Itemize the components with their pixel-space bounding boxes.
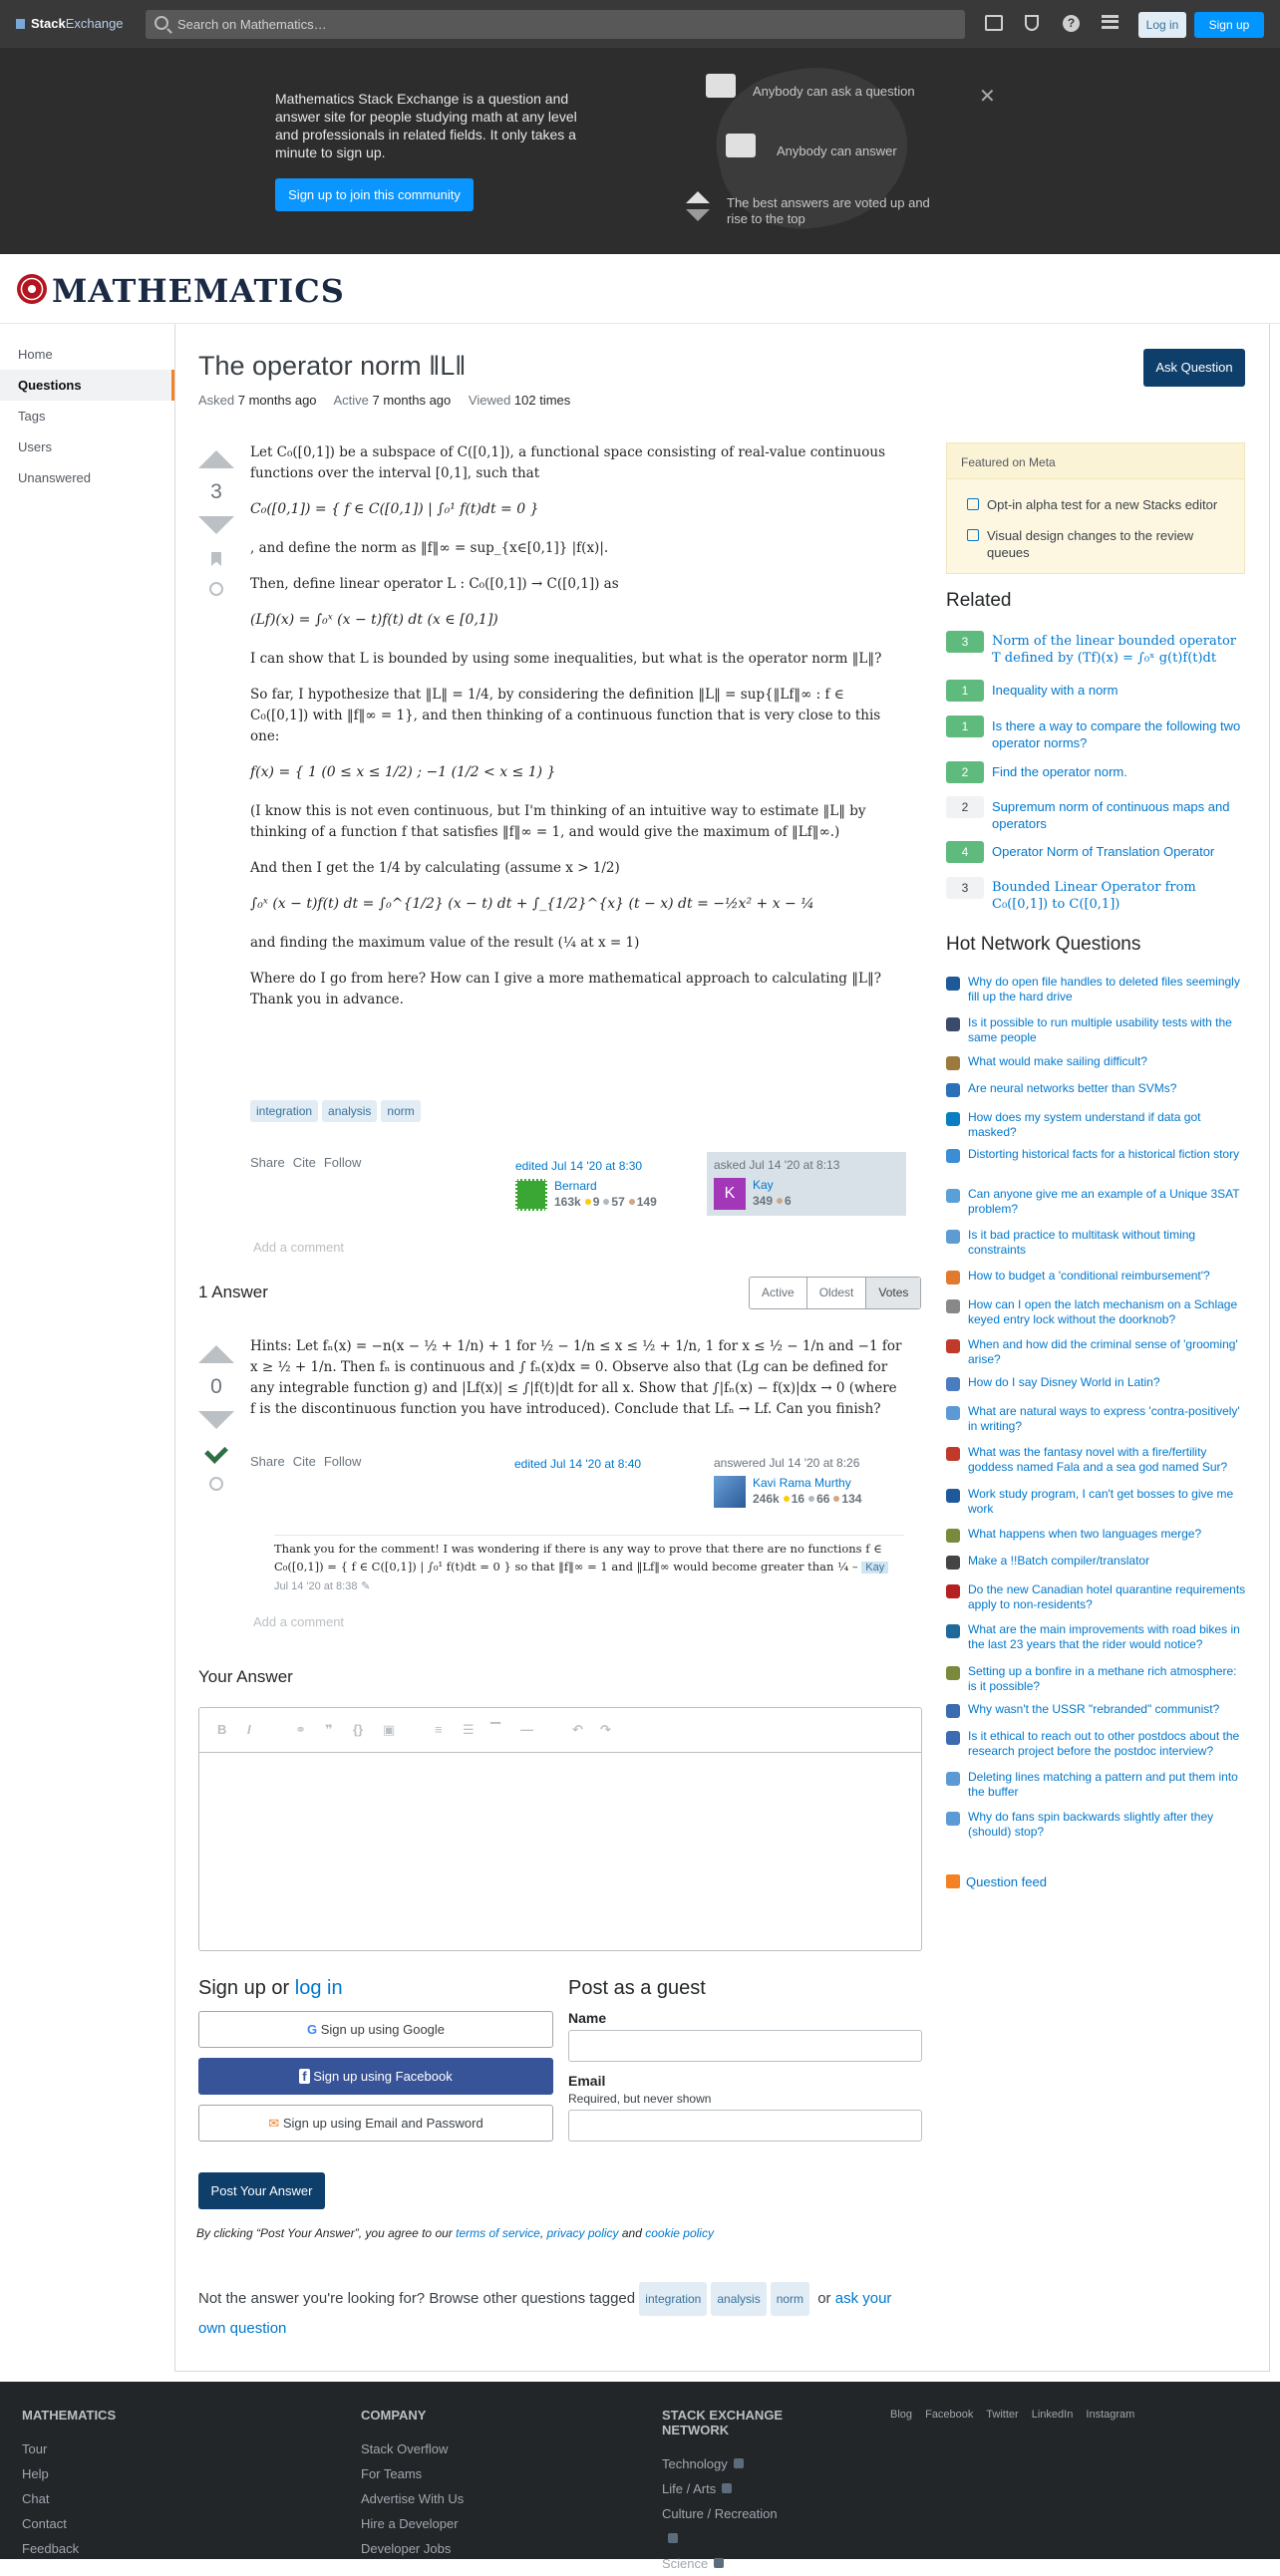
answerer-reputation: 246k 16 66 134 [753,1492,862,1506]
hot-network-question-link[interactable]: Is it ethical to reach out to other postdocs about the research project before the postdoc interview? [968,1729,1240,1758]
horizontal-rule-icon[interactable]: — [520,1722,533,1737]
site-favicon-icon [946,1377,960,1391]
answerer-avatar[interactable] [714,1476,746,1508]
tag-analysis[interactable]: analysis [322,1100,377,1122]
asked-time: 7 months ago [237,393,317,408]
nav-unanswered[interactable]: Unanswered [18,470,91,485]
sort-active[interactable]: Active [750,1278,807,1308]
ask-question-button[interactable]: Ask Question [1143,349,1245,387]
expand-icon [734,2458,744,2468]
signup-email-button[interactable]: ✉ Sign up using Email and Password [198,2105,553,2142]
expand-icon [668,2533,678,2543]
post-answer-button[interactable]: Post Your Answer [198,2172,325,2209]
undo-icon[interactable]: ↶ [572,1722,583,1737]
expand-icon [722,2483,732,2493]
footer-link[interactable]: Science [662,2551,792,2576]
hero-item-answer: Anybody can answer [777,143,897,158]
comment [274,1535,904,1595]
answers-count: 1 Answer [198,1283,268,1301]
ask-bubble-icon [706,74,736,98]
site-favicon-icon [946,1772,960,1786]
footer-link[interactable]: Hire a Developer [361,2516,459,2531]
footer-link[interactable]: Life / Arts [662,2476,792,2501]
email-label: Email [568,2073,606,2089]
history-icon[interactable] [209,582,223,596]
asked-timestamp: asked Jul 14 '20 at 8:13 [714,1158,840,1172]
footer-link[interactable]: Technology [662,2451,792,2476]
answer-edited-link[interactable]: edited Jul 14 '20 at 8:40 [514,1457,642,1471]
answer-editor [198,1707,922,1951]
accepted-check-icon [204,1440,228,1464]
top-bar [0,0,1280,48]
math-display: ∫₀ˣ (x − t)f(t) dt = ∫₀^{1/2} (x − t) dt + ∫_{1/2}^{x} (t − x) dt = −½x² + x − ¼ [250,896,814,912]
expand-icon [714,2558,724,2568]
stackexchange-logo-icon [16,19,25,29]
comment-user[interactable]: Kay [861,1562,888,1574]
site-favicon-icon [946,1584,960,1598]
active-time[interactable]: 7 months ago [372,393,452,408]
footer-link[interactable]: Feedback [22,2541,80,2556]
meta-item[interactable]: Visual design changes to the review queues [967,527,1236,561]
hot-network-question-link[interactable]: Setting up a bonfire in a methane rich atmosphere: is it possible? [968,1664,1237,1693]
answerer-name[interactable]: Kavi Rama Murthy [753,1476,851,1490]
answerer-card [707,1450,906,1514]
hot-network-question-link[interactable]: Is it possible to run multiple usability tests with the same people [968,1015,1232,1044]
inbox-icon[interactable] [985,15,1003,31]
owner-avatar[interactable]: K [714,1178,746,1210]
editor-name[interactable]: Bernard [554,1179,597,1193]
login-button[interactable]: Log in [1138,12,1186,38]
social-twitter[interactable]: Twitter [986,2409,1019,2421]
footer-link[interactable]: Stack Overflow [361,2441,449,2456]
italic-icon[interactable]: I [247,1722,251,1737]
comment-time[interactable]: Jul 14 '20 at 8:38 [274,1580,358,1592]
site-favicon-icon [946,1271,960,1285]
history-icon[interactable] [209,1477,223,1491]
share-link[interactable]: Share [250,1155,285,1170]
answer-vote-cell [196,1345,236,1491]
answer-actions [250,1454,369,1469]
site-favicon-icon [946,1704,960,1718]
ask-own-question-link[interactable]: ask your own question [198,2290,892,2337]
owner-reputation: 349 6 [753,1194,792,1208]
downvote-illustration-icon [686,209,710,221]
site-favicon-icon [946,1083,960,1097]
site-favicon-icon [946,1189,960,1203]
hot-network-question-link[interactable]: How can I open the latch mechanism on a Schlage keyed entry lock without the doorknob? [968,1297,1238,1326]
question-meta: Asked 7 months ago Active 7 months ago Viewed 102 times [198,393,571,408]
footer-link[interactable]: Culture / Recreation [662,2501,792,2551]
link-icon[interactable]: ⚭ [295,1722,306,1737]
tag-norm[interactable]: norm [381,1100,420,1122]
site-switcher-icon[interactable] [1102,15,1119,29]
facebook-icon: f [299,2069,309,2084]
community-hero [0,48,1280,254]
tag-analysis[interactable]: analysis [711,2282,766,2316]
editor-toolbar [199,1708,921,1753]
site-favicon-icon [946,1112,960,1126]
help-icon[interactable]: ? [1063,15,1080,32]
bold-icon[interactable]: B [217,1722,227,1737]
hot-network-heading: Hot Network Questions [946,934,1141,955]
site-favicon-icon [946,1489,960,1503]
mathematics-logo-icon [17,274,47,304]
add-comment-link[interactable]: Add a comment [253,1614,345,1629]
hot-network-question-link[interactable]: Is it bad practice to multitask without timing constraints [968,1228,1196,1257]
hot-network-question-link[interactable]: Are neural networks better than SVMs? [968,1081,1177,1095]
footer-link[interactable]: Chat [22,2491,50,2506]
hero-text: Mathematics Stack Exchange is a question and answer site for people studying math at any level and professionals in related fields. It only takes a minute to sign up. [275,91,577,160]
left-sidebar [0,339,174,493]
editor-reputation: 163k 9 57 149 [554,1195,657,1209]
editor-avatar[interactable] [515,1179,547,1211]
nav-users[interactable]: Users [18,439,52,454]
answer-sort-tabs [749,1277,921,1309]
search-box [146,10,965,39]
follow-link[interactable]: Follow [323,1155,362,1170]
bookmark-icon[interactable] [211,552,221,566]
email-icon: ✉ [268,2116,280,2131]
site-name[interactable]: MATHEMATICS [52,272,345,310]
nav-tags[interactable]: Tags [18,409,46,424]
footer-link[interactable]: Tour [22,2441,48,2456]
close-icon[interactable]: ✕ [979,86,996,108]
footer-social [890,2409,1144,2421]
nav-questions[interactable]: Questions [0,370,174,401]
nav-home[interactable]: Home [18,347,53,362]
bulleted-list-icon[interactable]: ☰ [463,1722,475,1737]
share-link[interactable]: Share [250,1454,285,1469]
your-answer-heading: Your Answer [198,1667,293,1686]
hot-network-question-link[interactable]: What are the main improvements with road bikes in the last 23 years that the rider would notice? [968,1622,1240,1651]
upvote-icon[interactable] [198,1345,234,1363]
cookie-link[interactable]: cookie policy [645,2226,714,2240]
featured-on-meta [946,442,1245,574]
follow-link[interactable]: Follow [323,1454,362,1469]
site-favicon-icon [946,1666,960,1680]
site-favicon-icon [946,1447,960,1461]
hot-network-question-link[interactable]: How does my system understand if data got masked? [968,1110,1201,1139]
question-title[interactable]: The operator norm ‖L‖ [198,351,467,381]
site-favicon-icon [946,1017,960,1031]
editor-card [508,1153,708,1217]
hot-network-question-link[interactable]: Deleting lines matching a pattern and put them into the buffer [968,1770,1238,1799]
hot-network-question-link[interactable]: When and how did the criminal sense of 'grooming' arise? [968,1337,1238,1366]
signup-google-button[interactable]: G Sign up using Google [198,2011,553,2048]
site-favicon-icon [946,1812,960,1826]
question-vote-cell [196,450,236,596]
hot-network-question-link[interactable]: What are natural ways to express 'contra-positively' in writing? [968,1404,1240,1433]
rss-icon [946,1874,960,1888]
footer-link[interactable]: Advertise With Us [361,2491,465,2506]
hot-network-question-link[interactable]: Why wasn't the USSR "rebranded" communist? [968,1702,1220,1716]
tag-integration[interactable]: integration [250,1100,318,1122]
signup-heading: Sign up or log in [198,1977,343,1999]
footer-link[interactable]: Developer Jobs [361,2541,452,2556]
downvote-icon[interactable] [198,1411,234,1429]
edit-pencil-icon: ✎ [361,1580,371,1592]
answer-textarea[interactable] [199,1753,921,1948]
footer-col-network: STACK EXCHANGE NETWORK Technology Life / Arts Culture / Recreation Science [662,2408,792,2576]
name-label: Name [568,2010,607,2026]
site-favicon-icon [946,1149,960,1163]
cite-link[interactable]: Cite [292,1155,316,1170]
upvote-icon[interactable] [198,450,234,468]
hot-network-question-link[interactable]: Can anyone give me an example of a Unique 3SAT problem? [968,1187,1240,1216]
owner-name[interactable]: Kay [753,1178,774,1192]
comment-text: Thank you for the comment! I was wondering if there is any way to prove that there are no functions f ∈ C₀([0,1]) = { f ∈ C([0,1]) | ∫₀¹ f(t)dt = 0 } so that ‖f‖∞ = 1 and ‖Lf‖∞ would become greater than ¼ – [274,1542,882,1574]
answered-timestamp: answered Jul 14 '20 at 8:26 [714,1456,860,1470]
tag-integration[interactable]: integration [639,2282,707,2316]
social-blog[interactable]: Blog [890,2409,913,2421]
math-display: (Lf)(x) = ∫₀ˣ (x − t)f(t) dt (x ∈ [0,1]) [250,612,498,628]
stackexchange-logo[interactable]: StackExchange [16,16,124,31]
question-feed-link[interactable]: Question feed [946,1874,1047,1889]
site-favicon-icon [946,1299,960,1313]
hero-item-vote: The best answers are voted up and rise to the top [727,195,930,226]
question-body: Let C₀([0,1]) be a subspace of C([0,1]), a functional space consisting of real-value continuous functions over the interval [0,1], such that C₀([0,1]) = { f ∈ C([0,1]) | ∫₀¹ f(t)dt = 0 } , and define the norm as ‖f‖∞ = sup_{x∈[0,1]} |f(x)|. Then, define linear operator L : C₀([0,1]) → C([0,1]) as (Lf)(x) = ∫₀ˣ (x − t)f(t) dt (x ∈ [0,1]) I can show that L is bounded by using some inequalities, but what is the operator norm ‖L‖? So far, I hypothesize that ‖L‖ = 1/4, by considering the definition ‖L‖ = sup{‖Lf‖∞ : f ∈ C₀([0,1]) with ‖f‖∞ = 1}, and then thinking of a continuous function that is very close to this one: f(x) = { 1 (0 ≤ x ≤ 1/2) ; −1 (1/2 < x ≤ 1) } (I know this is not even continuous, but I'm thinking of an intuitive way to estimate ‖L‖ by thinking of a function f that satisfies ‖f‖∞ = 1, and would give the maximum of ‖Lf‖∞.) And then I get the 1/4 by calculating (assume x > 1/2) ∫₀ˣ (x − t)f(t) dt = ∫₀^{1/2} (x − t) dt + ∫_{1/2}^{x} (t − x) dt = −½x² + x − ¼ and finding the maximum value of the result (¼ at x = 1) Where do I go from here? How can I give a more mathematical approach to calculating ‖L‖? Thank you in advance. [250,442,904,1025]
hot-network-question-link[interactable]: Make a !!Batch compiler/translator [968,1554,1150,1568]
answer-body: Hints: Let fₙ(x) = −n(x − ½ + 1/n) + 1 for ½ − 1/n ≤ x ≤ ½ + 1/n, 1 for x ≤ ½ − 1/n and −1 for x ≥ ½ + 1/n. Then fₙ is continuous and ∫ fₙ(x)dx = 0. Observe also that (Lg can be defined for any integrable function g) and |Lf(x)| ≤ ∫|f(t)|dt for all x. Show that ∫|fₙ(x) − f(x)|dx → 0 (where f is the discontinuous function you have introduced). Conclude that Lfₙ → Lf. Can you finish? [250,1338,902,1417]
hot-network-question-link[interactable]: How do I say Disney World in Latin? [968,1375,1160,1389]
redo-icon[interactable]: ↷ [600,1722,611,1737]
site-favicon-icon [946,1230,960,1244]
hot-network-question-link[interactable]: Distorting historical facts for a historical fiction story [968,1147,1240,1161]
downvote-icon[interactable] [198,516,234,534]
hot-network-question-link[interactable]: How to budget a 'conditional reimbursement'? [968,1269,1210,1283]
answer-bubble-icon [726,134,756,157]
hot-network-question-link[interactable]: What was the fantasy novel with a fire/fertility goddess named Fala and a sea god named Sur? [968,1445,1228,1474]
view-count: 102 times [513,393,571,408]
signup-button[interactable]: Sign up [1194,12,1264,38]
heading-icon[interactable]: ▔ [490,1722,500,1737]
question-vote-count: 3 [210,480,222,503]
sort-votes[interactable]: Votes [866,1278,920,1308]
footer-link[interactable]: Help [22,2466,49,2481]
email-hint: Required, but never shown [568,2092,712,2106]
math-display: C₀([0,1]) = { f ∈ C([0,1]) | ∫₀¹ f(t)dt = 0 } [250,501,539,517]
hot-network-question-link[interactable]: What would make sailing difficult? [968,1054,1147,1068]
related-heading: Related [946,590,1012,611]
site-favicon-icon [946,1624,960,1638]
answer-vote-count: 0 [210,1375,222,1398]
footer-link[interactable]: Contact [22,2516,67,2531]
privacy-link[interactable]: privacy policy [546,2226,619,2240]
footer-col-company: COMPANY Stack Overflow For Teams Advertise With Us Hire a Developer Developer Jobs [361,2408,464,2561]
search-icon [155,16,168,30]
hot-network-question-link[interactable]: Work study program, I can't get bosses to give me work [968,1487,1234,1516]
sort-oldest[interactable]: Oldest [807,1278,867,1308]
hot-network-question-link[interactable]: Why do fans spin backwards slightly after they (should) stop? [968,1810,1214,1839]
social-instagram[interactable]: Instagram [1086,2409,1135,2421]
hot-network-question-link[interactable]: What happens when two languages merge? [968,1527,1202,1541]
google-icon: G [306,2022,318,2037]
question-tags [250,1100,425,1122]
site-favicon-icon [946,1529,960,1543]
tag-norm[interactable]: norm [771,2282,809,2316]
math-display: f(x) = { 1 (0 ≤ x ≤ 1/2) ; −1 (1/2 < x ≤ 1) } [250,764,556,780]
meta-heading: Featured on Meta [947,443,1244,479]
meta-item[interactable]: Opt-in alpha test for a new Stacks editor [967,496,1236,513]
social-linkedin[interactable]: LinkedIn [1031,2409,1074,2421]
site-favicon-icon [946,1056,960,1070]
agreement-text: By clicking “Post Your Answer”, you agree to our terms of service, privacy policy and cookie policy [196,2226,714,2240]
join-community-button[interactable]: Sign up to join this community [275,178,474,211]
numbered-list-icon[interactable]: ≡ [435,1722,443,1737]
site-favicon-icon [946,1556,960,1570]
social-facebook[interactable]: Facebook [925,2409,974,2421]
add-comment-link[interactable]: Add a comment [253,1240,345,1255]
site-favicon-icon [946,1731,960,1745]
code-icon[interactable]: {} [353,1722,364,1737]
footer-link[interactable]: For Teams [361,2466,423,2481]
terms-link[interactable]: terms of service [456,2226,540,2240]
email-field[interactable] [568,2110,922,2142]
site-favicon-icon [946,1406,960,1420]
cite-link[interactable]: Cite [292,1454,316,1469]
question-actions [250,1155,369,1170]
image-icon[interactable]: ▣ [383,1722,396,1737]
upvote-illustration-icon [686,191,710,203]
site-favicon-icon [946,977,960,991]
signup-facebook-button[interactable]: f Sign up using Facebook [198,2058,553,2095]
hero-item-ask: Anybody can ask a question [753,84,915,99]
site-header [0,254,1280,324]
guest-heading: Post as a guest [568,1977,706,1999]
site-favicon-icon [946,1339,960,1353]
achievements-icon[interactable] [1025,15,1039,31]
not-the-answer: Not the answer you're looking for? Browse other questions tagged integration analysis norm or ask your own question [198,2282,916,2342]
name-field[interactable] [568,2030,922,2062]
hot-network-question-link[interactable]: Do the new Canadian hotel quarantine requirements apply to non-residents? [968,1582,1246,1611]
footer-col-site: MATHEMATICS Tour Help Chat Contact Feedback [22,2408,116,2561]
search-input[interactable] [177,10,955,39]
hot-network-question-link[interactable]: Why do open file handles to deleted files seemingly fill up the hard drive [968,975,1240,1003]
edited-link[interactable]: edited Jul 14 '20 at 8:30 [515,1159,643,1173]
owner-card [707,1152,906,1216]
quote-icon[interactable]: ❞ [325,1722,333,1737]
login-link[interactable]: log in [294,1977,343,1999]
